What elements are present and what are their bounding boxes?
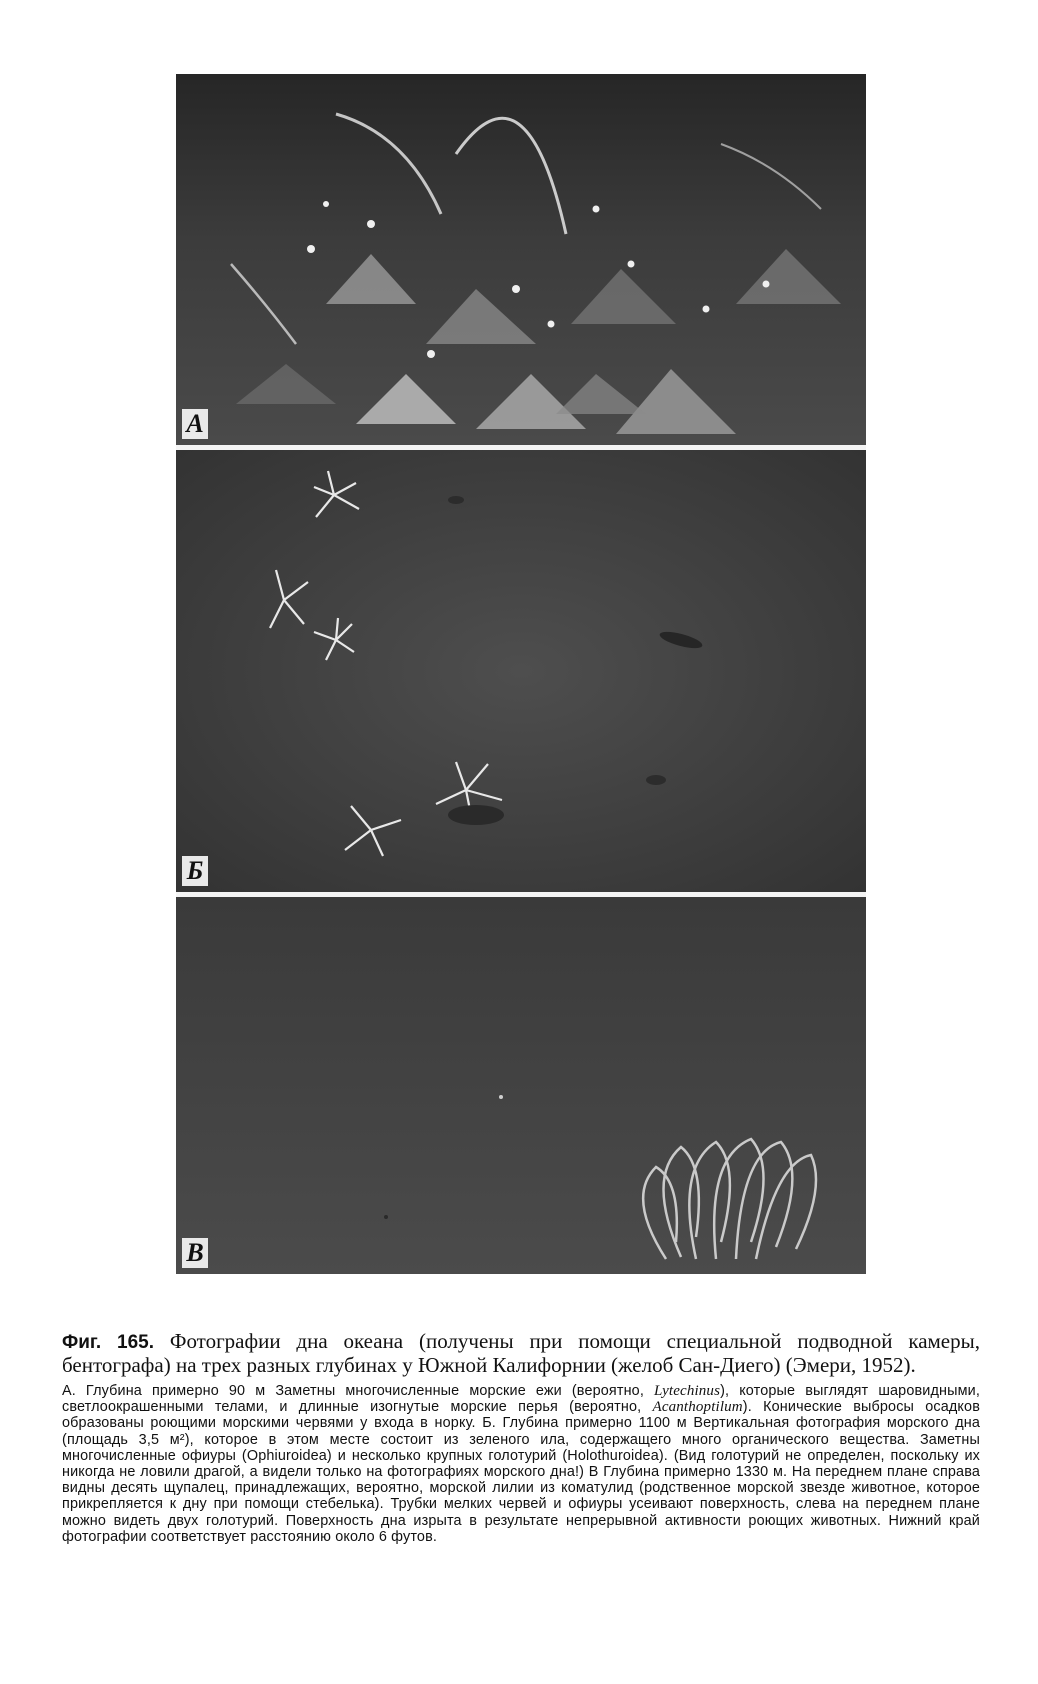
photo-panel-b [176, 450, 866, 892]
caption-body-part: ), которые выглядят шаровидными, светлоокрашенными телами, и длинные изогнутые морские перья (вероятно, [62, 1383, 980, 1416]
photo-b-image [176, 450, 866, 892]
photo-c-image [176, 897, 866, 1274]
caption-body-part: ). Конические выбросы осадков образованы роющими морскими червями у входа в норку. Б. Глубина примерно 1100 м Вертикальная фотография морского дна (площадь 3,5 м²), которое в этом месте состоит из зеленого ила, содержащего много органического вещества. Заметны многочисленные офиуры (Ophiuroidea) и несколько крупных голотурий (Holothuroidea). (Вид голотурий не определен, поскольку их никогда не ловили драгой, а видели только на фотографиях морского дна!) В Глубина примерно 1330 м. На переднем плане справа видны десять щупалец, принадлежащих, вероятно, морской лилии из коматулид (родственное морской звезде животное, которое прикрепляется к дну при помощи стебелька). Трубки мелких червей и офиуры усеивают поверхность, слева на переднем плане можно видеть двух голотурий. Поверхность дна изрыта в результате непрерывной активности роющих животных. Нижний край фотографии соответствует расстоянию около 6 футов. [62, 1399, 980, 1545]
figure-number: Фиг. 165. [62, 1332, 155, 1353]
photo-panel-a [176, 74, 866, 445]
panel-label-c: В [182, 1238, 208, 1268]
caption-title: Фотографии дна океана (получены при помощи специальной подводной камеры, бентографа) на трех разных глубинах у Южной Калифорнии (желоб Сан-Диего) (Эмери, 1952). [62, 1329, 980, 1377]
ocean-floor-figure [176, 74, 866, 1274]
caption-body-species: Acanthoptilum [652, 1399, 743, 1416]
caption-body-species: Lytechinus [654, 1383, 721, 1399]
caption-body-part: А. Глубина примерно 90 м Заметны многочисленные морские ежи (вероятно, [62, 1383, 655, 1399]
caption-title-paragraph [62, 1330, 980, 1377]
caption-body [62, 1383, 980, 1545]
photo-a-image [176, 74, 866, 445]
figure-caption [62, 1330, 980, 1545]
panel-label-a: А [182, 409, 208, 439]
photo-panel-c [176, 897, 866, 1274]
panel-label-b: Б [182, 856, 208, 886]
